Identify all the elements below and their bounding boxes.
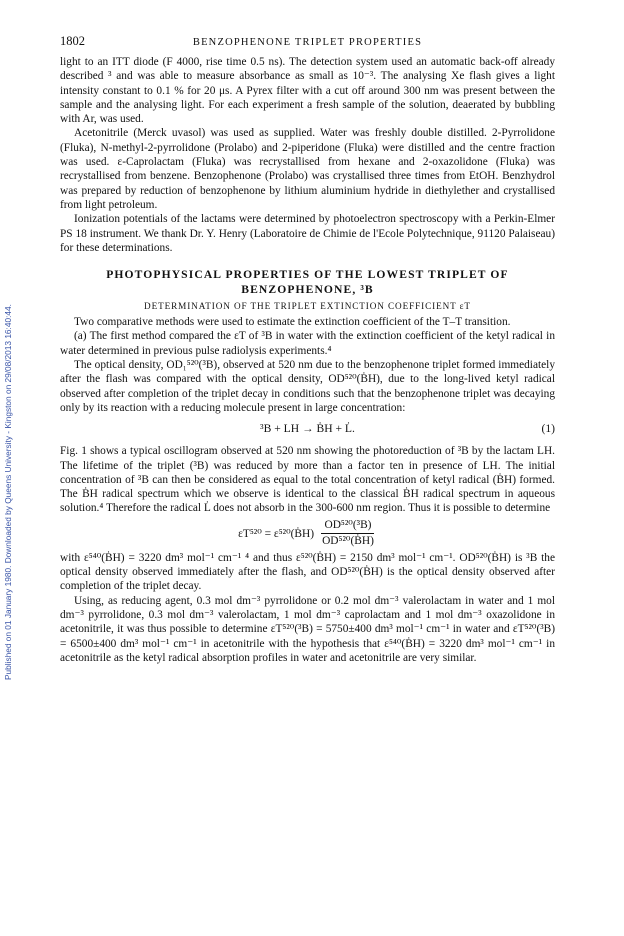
equation-2	[60, 518, 555, 549]
page-header	[60, 34, 555, 49]
equation-2-lhs: εT⁵²⁰ = ε⁵²⁰(ḂH)	[238, 528, 315, 541]
paragraph-coefficients: with ε⁵⁴⁰(ḂH) = 3220 dm³ mol⁻¹ cm⁻¹ ⁴ and thus ε⁵²⁰(ḂH) = 2150 dm³ mol⁻¹ cm⁻¹. OD⁵²⁰(ḂH) is ³B the optical density observed immediately after the flash, and OD⁵²⁰(ḂH) is the optical density observed after completion of the triplet decay.	[60, 551, 555, 593]
paragraph-materials: Acetonitrile (Merck uvasol) was used as supplied. Water was freshly double distilled. 2-Pyrrolidone (Fluka), N-methyl-2-pyrrolidone (Prolabo) and 2-piperidone (Fluka) were distilled and the centre fraction was used. ε-Caprolactam (Fluka) was recrystallised from hexane and 2-oxazolidone (Fluka) was recrystallised from benzene. Benzophenone (Prolabo) was crystallised three times from EtOH. Benzhydrol was prepared by reduction of benzophenone by lithium aluminium hydride in diethylether and crystallised from light petroleum.	[60, 127, 555, 211]
paragraph-ionization: Ionization potentials of the lactams were determined by photoelectron spectroscopy with a Perkin-Elmer PS 18 instrument. We thank Dr. Y. Henry (Laboratoire de Chimie de l'Ecole Polytechnique, 91120 Palaiseau) for these determinations.	[60, 213, 555, 254]
running-title: BENZOPHENONE TRIPLET PROPERTIES	[192, 37, 423, 48]
equation-2-fraction	[319, 518, 377, 549]
paragraph-detection: light to an ITT diode (F 4000, rise time 0.5 ns). The detection system used an automatic back-off already described ³ and was able to measure absorbance as small as 10⁻³. The analysing Xe flash gives a light intensity constant to 0.1 % for 20 μs. A Pyrex filter with a cut off around 300 nm was present between the sample and the analysing light. For each experiment a fresh sample of the solution, deaerated by bubbling with Ar, was used.	[60, 56, 555, 126]
paragraph-oscillogram: Fig. 1 shows a typical oscillogram observed at 520 nm showing the photoreduction of ³B by the lactam LH. The lifetime of the triplet (³B) was reduced by more than a factor ten in presence of LH. The initial concentration of ³B can then be considered as equal to the total concentration of ketyl radical (ḂH) formed. The ḂH radical spectrum which we observe is identical to the classical ḂH radical spectrum in aqueous solution.⁴ Therefore the radical L̇ does not absorb in the 300-600 nm region. Thus it is possible to determine	[60, 445, 555, 515]
equation-1-number: (1)	[541, 422, 555, 436]
equation-2-denominator: OD⁵²⁰(ḂH)	[322, 534, 374, 547]
paragraph-first-method: (a) The first method compared the εT of ³B in water with the extinction coefficient of the ketyl radical in water determined in previous pulse radiolysis experiments.⁴	[60, 330, 555, 357]
page-number: 1802	[60, 34, 85, 48]
paragraph-optical-density: The optical density, OD₁⁵²⁰(³B), observed at 520 nm due to the benzophenone triplet formed immediately after the flash was compared with the optical density, OD⁵²⁰(ḂH), due to the long-lived ketyl radical observed after completion of the triplet decay in conditions such that the benzophenone triplet was decaying only by its reaction with a reducing molecule present in large concentration:	[60, 359, 555, 414]
paragraph-methods: Two comparative methods were used to estimate the extinction coefficient of the T–T transition.	[74, 316, 511, 329]
paper-page	[60, 34, 555, 665]
section-title: PHOTOPHYSICAL PROPERTIES OF THE LOWEST TRIPLET OF BENZOPHENONE, ³B	[106, 268, 509, 297]
subsection-title: DETERMINATION OF THE TRIPLET EXTINCTION COEFFICIENT εT	[144, 301, 471, 312]
equation-1	[60, 420, 555, 437]
download-watermark-text: Published on 01 January 1980. Downloaded by Queens University - Kingston on 29/08/2013 16:40:44.	[3, 304, 13, 680]
equation-2-numerator: OD⁵²⁰(³B)	[321, 518, 374, 534]
paragraph-results: Using, as reducing agent, 0.3 mol dm⁻³ pyrrolidone or 0.2 mol dm⁻³ valerolactam in water and 1 mol dm⁻³ pyrrolidone, 0.3 mol dm⁻³ valerolactam, 1 mol dm⁻³ caprolactam and 1 mol dm⁻³ oxazolidone in acetonitrile, it was thus possible to determine εT⁵²⁰(³B) = 5750±400 dm³ mol⁻¹ cm⁻¹ in water and εT⁵²⁰(³B) = 6500±400 dm³ mol⁻¹ cm⁻¹ in acetonitrile with the hypothesis that ε⁵⁴⁰(ḂH) = 3220 dm³ mol⁻¹ cm⁻¹ in acetonitrile as the ketyl radical absorption profiles in water and acetonitrile are very similar.	[60, 594, 555, 664]
download-watermark	[2, 120, 16, 680]
equation-1-text: ³B + LH → ḂH + L̇.	[260, 422, 355, 436]
